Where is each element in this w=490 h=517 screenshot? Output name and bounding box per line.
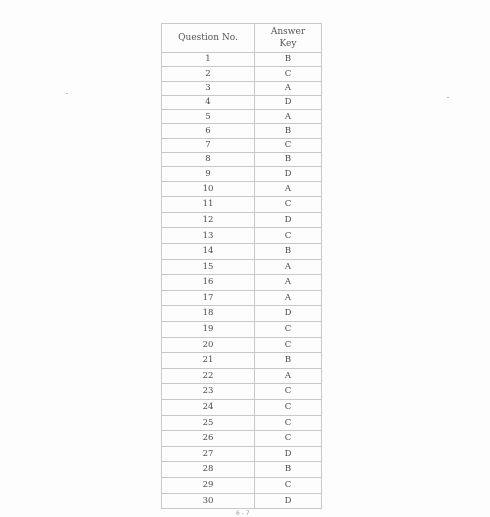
question-number-cell: 17 xyxy=(162,290,255,306)
answer-key-cell: C xyxy=(255,197,322,213)
scan-speck xyxy=(66,93,68,94)
answer-key-cell: C xyxy=(255,384,322,400)
answer-key-cell: B xyxy=(255,153,322,167)
answer-key-header-line2: Key xyxy=(279,39,297,49)
answer-key-table xyxy=(161,23,322,509)
question-number-cell: 7 xyxy=(162,138,255,152)
table-row xyxy=(162,322,322,338)
answer-key-rows xyxy=(162,53,322,509)
question-number-cell: 14 xyxy=(162,244,255,260)
table-row xyxy=(162,353,322,369)
answer-key-cell: C xyxy=(255,477,322,493)
answer-key-header xyxy=(255,24,322,53)
question-number-cell: 25 xyxy=(162,415,255,431)
answer-key-cell: A xyxy=(255,368,322,384)
question-number-cell: 18 xyxy=(162,306,255,322)
table-row xyxy=(162,53,322,67)
answer-key-cell: D xyxy=(255,306,322,322)
answer-key-cell: B xyxy=(255,244,322,260)
question-number-cell: 19 xyxy=(162,322,255,338)
table-row xyxy=(162,290,322,306)
table-row xyxy=(162,259,322,275)
table-row xyxy=(162,67,322,81)
answer-key-cell: C xyxy=(255,322,322,338)
table-row xyxy=(162,95,322,109)
table-row xyxy=(162,212,322,228)
scan-speck xyxy=(447,97,449,98)
answer-key-cell: A xyxy=(255,81,322,95)
answer-key-cell: D xyxy=(255,493,322,509)
answer-key-cell: C xyxy=(255,337,322,353)
table-row xyxy=(162,399,322,415)
question-number-cell: 28 xyxy=(162,462,255,478)
table-row xyxy=(162,153,322,167)
question-number-cell: 9 xyxy=(162,167,255,181)
question-number-cell: 22 xyxy=(162,368,255,384)
answer-key-cell: D xyxy=(255,167,322,181)
question-number-cell: 8 xyxy=(162,153,255,167)
table-row xyxy=(162,138,322,152)
answer-key-cell: A xyxy=(255,259,322,275)
question-number-cell: 16 xyxy=(162,275,255,291)
question-number-cell: 15 xyxy=(162,259,255,275)
question-number-cell: 13 xyxy=(162,228,255,244)
answer-key-cell: D xyxy=(255,95,322,109)
table-row xyxy=(162,462,322,478)
table-row xyxy=(162,415,322,431)
question-number-cell: 21 xyxy=(162,353,255,369)
table-row xyxy=(162,110,322,124)
table-row xyxy=(162,181,322,197)
answer-key-cell: D xyxy=(255,446,322,462)
answer-key-cell: C xyxy=(255,399,322,415)
question-number-cell: 23 xyxy=(162,384,255,400)
question-number-cell: 30 xyxy=(162,493,255,509)
table-row xyxy=(162,446,322,462)
question-number-header: Question No. xyxy=(162,24,255,53)
table-row xyxy=(162,228,322,244)
answer-key-cell: C xyxy=(255,431,322,447)
question-number-cell: 3 xyxy=(162,81,255,95)
question-number-cell: 26 xyxy=(162,431,255,447)
answer-key-cell: B xyxy=(255,462,322,478)
table-header-row xyxy=(162,24,322,53)
table-row xyxy=(162,477,322,493)
question-number-cell: 1 xyxy=(162,53,255,67)
question-number-cell: 20 xyxy=(162,337,255,353)
question-number-cell: 12 xyxy=(162,212,255,228)
answer-key-cell: A xyxy=(255,275,322,291)
question-number-cell: 11 xyxy=(162,197,255,213)
question-number-cell: 5 xyxy=(162,110,255,124)
question-number-cell: 10 xyxy=(162,181,255,197)
answer-key-cell: B xyxy=(255,353,322,369)
table-row xyxy=(162,197,322,213)
answer-key-cell: B xyxy=(255,53,322,67)
answer-key-cell: A xyxy=(255,290,322,306)
table-row xyxy=(162,275,322,291)
table-row xyxy=(162,368,322,384)
table-row xyxy=(162,493,322,509)
table-row xyxy=(162,167,322,181)
question-number-cell: 24 xyxy=(162,399,255,415)
question-number-cell: 6 xyxy=(162,124,255,138)
question-number-cell: 29 xyxy=(162,477,255,493)
table-row xyxy=(162,337,322,353)
answer-key-cell: C xyxy=(255,67,322,81)
table-row xyxy=(162,384,322,400)
question-number-cell: 4 xyxy=(162,95,255,109)
answer-key-cell: A xyxy=(255,110,322,124)
answer-key-cell: D xyxy=(255,212,322,228)
answer-key-cell: A xyxy=(255,181,322,197)
answer-key-cell: C xyxy=(255,415,322,431)
table-row xyxy=(162,124,322,138)
answer-key-cell: C xyxy=(255,138,322,152)
table-row xyxy=(162,81,322,95)
question-number-cell: 27 xyxy=(162,446,255,462)
page-footer-mark: 6 - 7 xyxy=(236,510,250,517)
table-row xyxy=(162,306,322,322)
answer-key-cell: B xyxy=(255,124,322,138)
answer-key-cell: C xyxy=(255,228,322,244)
answer-key-header-line1: Answer xyxy=(270,27,306,37)
question-number-cell: 2 xyxy=(162,67,255,81)
table-row xyxy=(162,244,322,260)
table-row xyxy=(162,431,322,447)
